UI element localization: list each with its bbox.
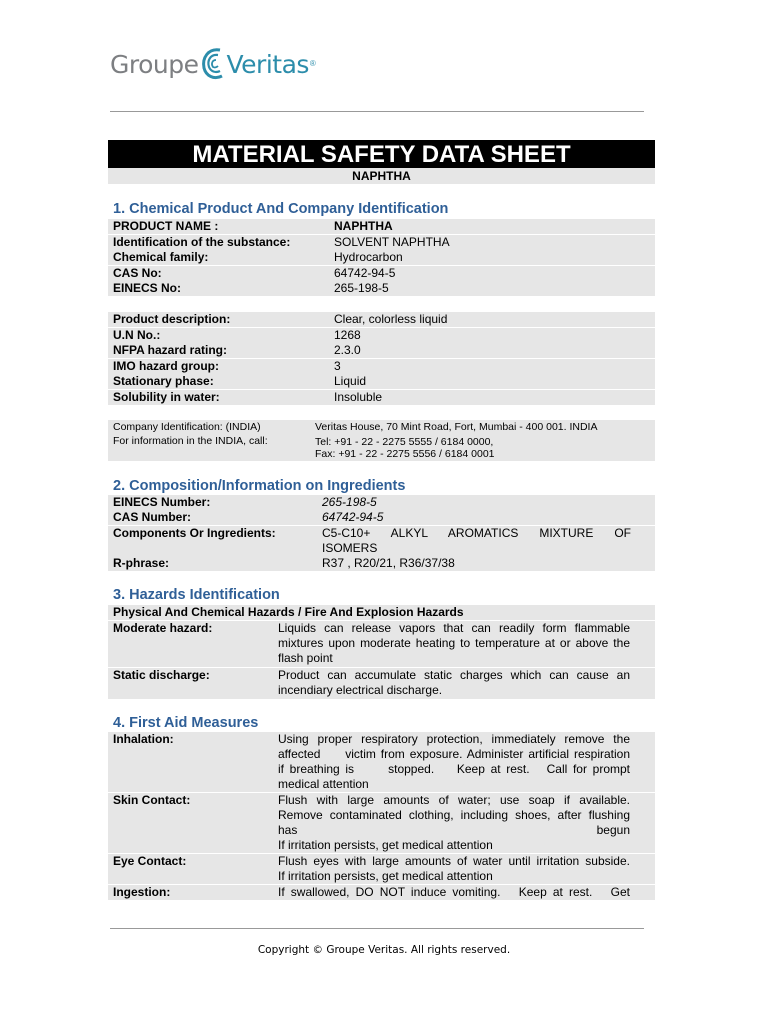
s2-label: Components Or Ingredients: [113,526,276,540]
s1-value: SOLVENT NAPHTHA [334,234,450,249]
s1-label: PRODUCT NAME : [113,219,219,233]
company-phone: Tel: +91 - 22 - 2275 5555 / 6184 0000, [315,436,494,448]
s2-value-cont: ISOMERS [322,541,378,555]
s1-label: CAS No: [113,265,162,280]
s2-label: EINECS Number: [113,495,211,509]
header-divider [110,111,644,112]
s4-text-line: If irritation persists, get medical attention [278,838,493,852]
section-3-heading: 3. Hazards Identification [113,587,280,603]
s1-property-row [108,390,655,405]
s4-text-line: Flush eyes with large amounts of water until irritation subside. [278,854,630,868]
s4-row [108,854,655,884]
s4-text-line: medical attention [278,777,369,791]
s1-row [108,219,655,234]
s1-property-value: 3 [334,358,341,373]
s1-property-label: Product description: [113,312,231,326]
product-subtitle: NAPHTHA [108,168,655,184]
logo-word-veritas: Veritas [226,49,309,79]
s4-row [108,885,655,900]
s4-row [108,793,655,853]
s1-property-value: 1268 [334,327,361,342]
s1-property-value: Insoluble [334,389,383,404]
s1-row [108,250,655,265]
s1-property-label: IMO hazard group: [113,358,219,373]
s4-text-line: if breathing is stopped. Keep at rest. Call for prompt [278,762,630,776]
s1-label: Chemical family: [113,250,209,264]
s4-label: Inhalation: [113,732,174,746]
hazards-subheader: Physical And Chemical Hazards / Fire And Explosion Hazards [113,605,464,619]
s4-text-line: Remove contaminated clothing, including shoes, after flushing [278,808,630,822]
s1-property-value: Clear, colorless liquid [334,312,448,326]
s2-value: C5-C10+ ALKYL AROMATICS MIXTURE OF [322,526,631,540]
logo-word-groupe: Groupe [110,49,199,79]
s3-text-line: Liquids can release vapors that can readily form flammable [278,621,630,635]
s4-text-line: If swallowed, DO NOT induce vomiting. Keep at rest. Get [278,885,630,899]
s1-row [108,281,655,296]
s1-row [108,266,655,281]
s3-text-line: mixtures upon moderate heating to temperature at or above the [278,636,630,650]
s1-property-label: Stationary phase: [113,374,214,388]
copyright-footer: Copyright © Groupe Veritas. All rights reserved. [257,944,511,956]
s1-property-row [108,359,655,374]
s4-label: Eye Contact: [113,854,187,868]
s1-property-value: 2.3.0 [334,343,361,357]
company-contact-row [108,434,655,461]
s1-property-row [108,343,655,358]
s4-text-line: has begun [278,823,630,837]
s2-row [108,526,655,556]
s2-value: 265-198-5 [322,495,377,509]
s3-label: Moderate hazard: [113,621,213,635]
footer-divider [110,928,644,929]
s2-label: CAS Number: [113,510,192,524]
company-contact-label: For information in the INDIA, call: [113,435,268,447]
section-2-heading: 2. Composition/Information on Ingredients [113,478,406,494]
logo-swirl-icon [200,46,226,82]
s1-property-row [108,312,655,327]
section-4-heading: 4. First Aid Measures [113,715,259,731]
s2-row [108,510,655,525]
s4-text-line: Using proper respiratory protection, immediately remove the [278,732,630,746]
s2-row [108,556,655,571]
s4-row [108,732,655,792]
s2-value: R37 , R20/21, R36/37/38 [322,556,455,570]
s3-row [108,621,655,667]
s1-label: EINECS No: [113,281,182,295]
s4-text-line: Flush with large amounts of water; use soap if available. [278,793,630,807]
s1-property-label: Solubility in water: [113,389,220,404]
company-identification-row [108,420,655,434]
s1-property-label: NFPA hazard rating: [113,343,228,357]
document-title: MATERIAL SAFETY DATA SHEET [108,140,655,168]
s1-value: 64742-94-5 [334,265,396,280]
s3-text-line: incendiary electrical discharge. [278,683,443,697]
s2-label: R-phrase: [113,556,170,570]
s4-label: Ingestion: [113,885,171,899]
s1-value: Hydrocarbon [334,250,403,264]
s4-text-line: affected victim from exposure. Administer artificial respiration [278,747,630,761]
s3-text-line: Product can accumulate static charges which can cause an [278,668,630,682]
s1-property-value: Liquid [334,374,367,388]
s1-property-row [108,374,655,389]
s3-text-line: flash point [278,651,333,665]
company-identification-value: Veritas House, 70 Mint Road, Fort, Mumbai - 400 001. INDIA [315,421,598,433]
s3-row [108,668,655,699]
s4-text-line: If irritation persists, get medical attention [278,869,493,883]
hazards-subheader-row [108,605,655,620]
s1-property-row [108,328,655,343]
company-identification-label: Company Identification: (INDIA) [113,421,261,433]
section-1-heading: 1. Chemical Product And Company Identification [113,201,449,217]
s1-label: Identification of the substance: [113,234,291,249]
company-fax: Fax: +91 - 22 - 2275 5556 / 6184 0001 [315,448,495,460]
s2-row [108,495,655,510]
s1-value: 265-198-5 [334,281,389,295]
s1-row [108,235,655,250]
s2-value: 64742-94-5 [322,510,384,524]
s4-label: Skin Contact: [113,793,191,807]
s3-label: Static discharge: [113,668,210,682]
s1-property-label: U.N No.: [113,327,161,342]
groupe-veritas-logo [110,44,316,84]
logo-registered-mark: ® [309,58,316,68]
s1-value: NAPHTHA [334,219,393,233]
